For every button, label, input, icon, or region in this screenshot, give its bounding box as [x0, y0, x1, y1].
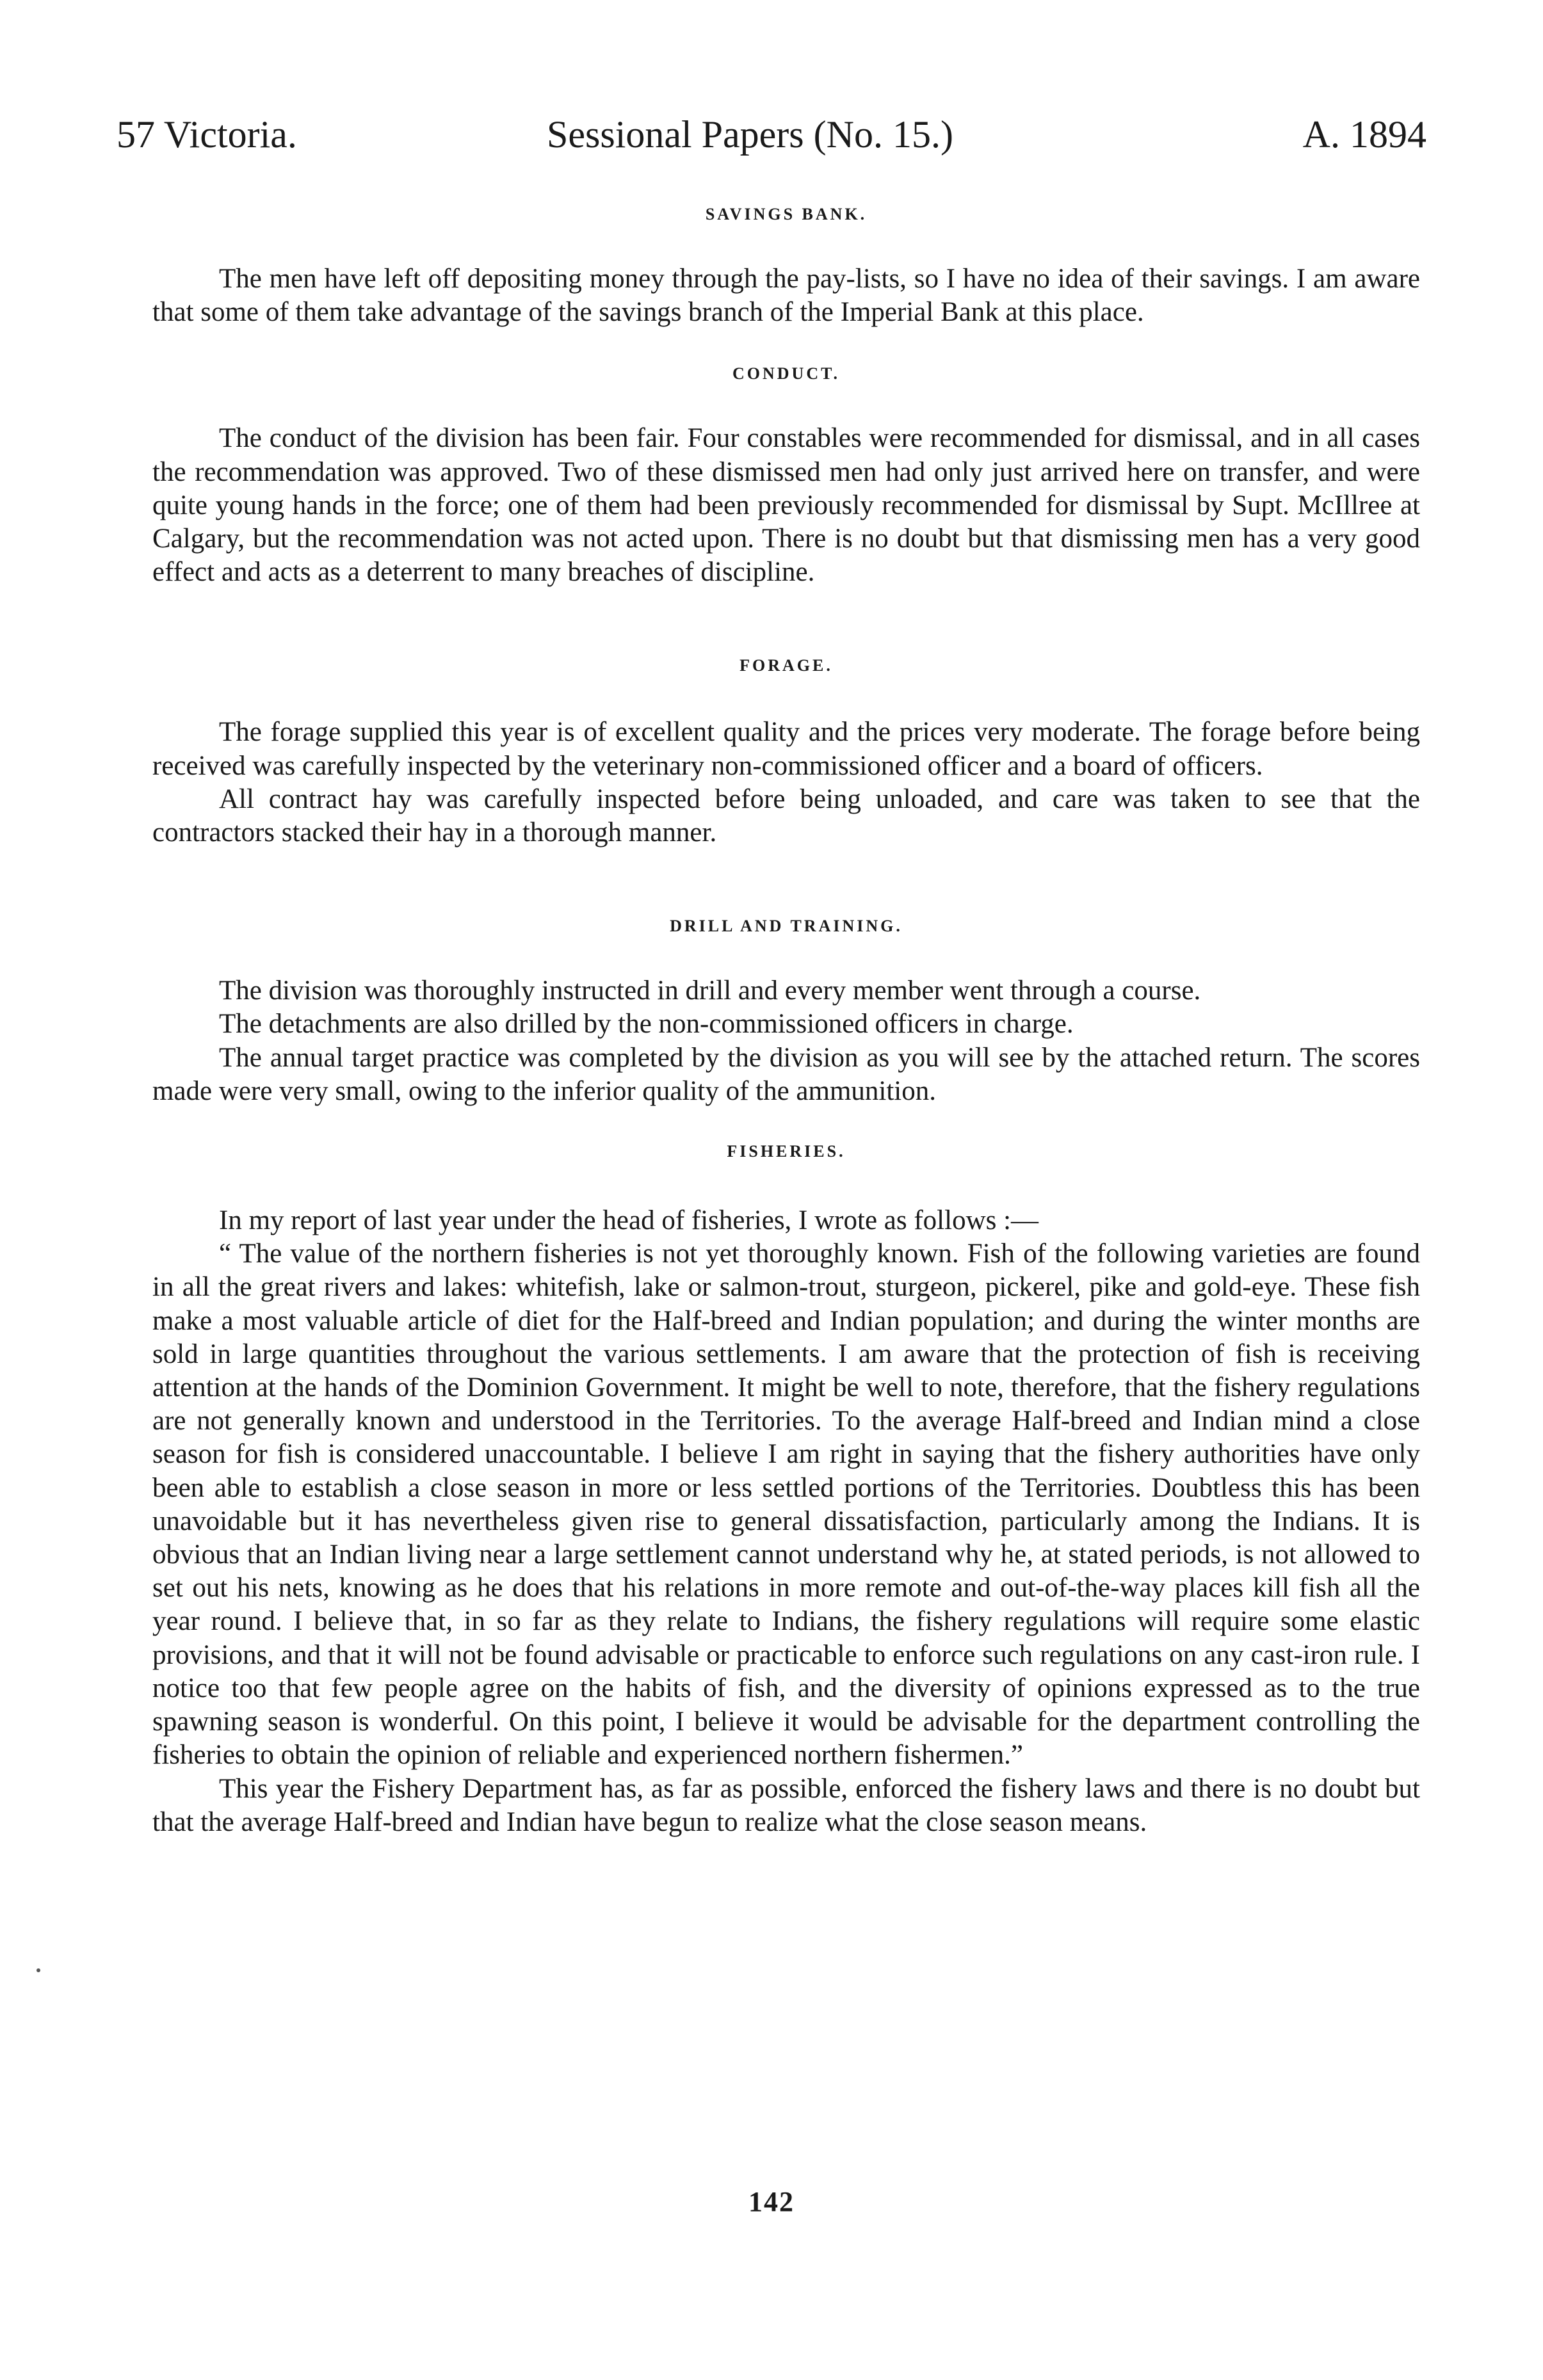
- section-heading-forage: FORAGE.: [739, 656, 833, 675]
- paragraph-drill-1: The division was thoroughly instructed in drill and every member went through a course.: [219, 976, 1201, 1006]
- paragraph-conduct-1: The conduct of the division has been fair. Four constables were recommended for dismissal, and in all cases the recommendation was approved. Two of these dismissed men had only just arrived here on transfer, and were quite young hands in the force; one of them had been previously recommended for dismissal by Supt. McIllree at Calgary, but the recommendation was not acted upon. There is no doubt but that dismissing men has a very good effect and acts as a deterrent to many breaches of discipline.: [152, 423, 1420, 588]
- paragraph-forage-2: All contract hay was carefully inspected before being unloaded, and care was taken to see that the contractors stacked their hay in a thorough manner.: [152, 784, 1420, 848]
- paragraph-forage-1: The forage supplied this year is of excellent quality and the prices very moderate. The forage before being received was carefully inspected by the veterinary non-commissioned officer and a board of officers.: [152, 717, 1420, 781]
- paragraph-drill-2: The detachments are also drilled by the non-commissioned officers in charge.: [219, 1009, 1074, 1040]
- section-heading-savings-bank: SAVINGS BANK.: [705, 205, 868, 223]
- paragraph-fisheries-1: In my report of last year under the head of fisheries, I wrote as follows :—: [219, 1205, 1039, 1236]
- header-year: A. 1894: [1302, 113, 1426, 156]
- margin-mark: [36, 1968, 40, 1972]
- body-text: [152, 202, 1420, 1839]
- header-volume: 57 Victoria.: [117, 113, 297, 156]
- section-heading-fisheries: FISHERIES.: [727, 1142, 846, 1161]
- running-header: [117, 106, 1426, 163]
- paragraph-fisheries-3: This year the Fishery Department has, as far as possible, enforced the fishery laws and there is no doubt but that the average Half-breed and Indian have begun to realize what the close season means.: [152, 1773, 1420, 1837]
- paragraph-fisheries-quote: “ The value of the northern fisheries is not yet thoroughly known. Fish of the following varieties are found in all the great rivers and lakes: whitefish, lake or salmon-trout, sturgeon, pickerel, pike and gold-eye. These fish make a most valuable article of diet for the Half-breed and Indian population; and during the winter months are sold in large quantities throughout the various settlements. I am aware that the protection of fish is receiving attention at the hands of the Dominion Government. It might be well to note, therefore, that the fishery regulations are not generally known and understood in the Territories. To the average Half-breed and Indian mind a close season for fish is considered unaccountable. I believe I am right in saying that the fishery authorities have only been able to establish a close season in more or less settled portions of the Territories. Doubtless this has been unavoidable but it has nevertheless given rise to general dissatisfaction, particularly among the Indians. It is obvious that an Indian living near a large settlement cannot understand why he, at stated periods, is not allowed to set out his nets, knowing as he does that his relations in more remote and out-of-the-way places kill fish all the year round. I believe that, in so far as they relate to Indians, the fishery regulations will require some elastic provisions, and that it will not be found advisable or practicable to enforce such regulations on any cast-iron rule. I notice too that few people agree on the habits of fish, and the diversity of opinions expressed as to the true spawning season is wonderful. On this point, I believe it would be advisable for the department controlling the fisheries to obtain the opinion of reliable and experienced northern fishermen.”: [152, 1239, 1420, 1771]
- section-heading-conduct: CONDUCT.: [732, 364, 841, 383]
- section-heading-drill-and-training: DRILL AND TRAINING.: [670, 917, 903, 936]
- header-title: Sessional Papers (No. 15.): [547, 113, 953, 156]
- paragraph-drill-3: The annual target practice was completed by the division as you will see by the attached return. The scores made were very small, owing to the inferior quality of the ammunition.: [152, 1042, 1420, 1106]
- page-number: 142: [748, 2186, 795, 2217]
- paragraph-savings-1: The men have left off depositing money through the pay-lists, so I have no idea of their savings. I am aware that some of them take advantage of the savings branch of the Imperial Bank at this place.: [152, 264, 1420, 328]
